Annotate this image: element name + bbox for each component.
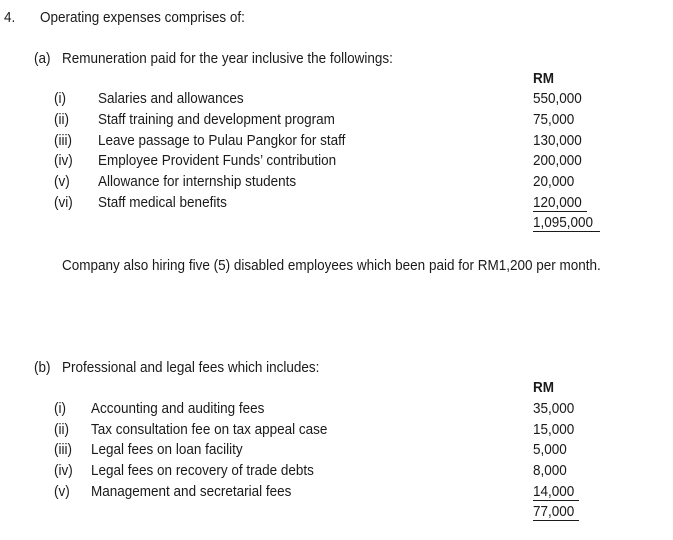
- item-amount: 130,000: [533, 132, 582, 149]
- part-a-note: Company also hiring five (5) disabled employees which been paid for RM1,200 per month.: [62, 257, 601, 274]
- item-description: Employee Provident Funds’ contribution: [98, 152, 337, 169]
- item-amount: 8,000: [533, 462, 567, 479]
- item-numeral: (iv): [54, 152, 73, 169]
- item-amount: 200,000: [533, 152, 582, 169]
- item-amount: 35,000: [533, 400, 575, 417]
- item-numeral: (vi): [54, 194, 73, 211]
- item-numeral: (v): [54, 483, 70, 500]
- item-amount-underlined: 120,000: [533, 195, 587, 212]
- item-numeral: (i): [54, 400, 66, 417]
- part-b-currency-header: RM: [533, 379, 554, 396]
- item-amount: 20,000: [533, 173, 575, 190]
- item-description: Legal fees on loan facility: [91, 441, 243, 458]
- item-numeral: (iii): [54, 132, 72, 149]
- item-numeral: (v): [54, 173, 70, 190]
- item-description: Accounting and auditing fees: [91, 400, 265, 417]
- item-description: Management and secretarial fees: [91, 483, 292, 500]
- question-number: 4.: [4, 9, 16, 26]
- part-a-total: 1,095,000: [533, 215, 600, 232]
- item-description: Allowance for internship students: [98, 173, 297, 190]
- item-amount: 5,000: [533, 441, 567, 458]
- item-description: Legal fees on recovery of trade debts: [91, 462, 314, 479]
- item-amount: 75,000: [533, 111, 575, 128]
- item-description: Salaries and allowances: [98, 90, 244, 107]
- question-heading: Operating expenses comprises of:: [40, 9, 245, 26]
- part-b-label: (b): [34, 359, 51, 376]
- item-description: Staff medical benefits: [98, 194, 227, 211]
- item-numeral: (iii): [54, 441, 72, 458]
- item-numeral: (ii): [54, 111, 69, 128]
- item-description: Leave passage to Pulau Pangkor for staff: [98, 132, 346, 149]
- item-numeral: (i): [54, 90, 66, 107]
- item-description: Staff training and development program: [98, 111, 335, 128]
- part-a-label: (a): [34, 50, 51, 67]
- part-b-title: Professional and legal fees which includes:: [62, 359, 320, 376]
- item-amount-underlined: 14,000: [533, 484, 579, 501]
- item-description: Tax consultation fee on tax appeal case: [91, 421, 328, 438]
- item-numeral: (ii): [54, 421, 69, 438]
- item-amount: 550,000: [533, 90, 582, 107]
- item-numeral: (iv): [54, 462, 73, 479]
- part-a-currency-header: RM: [533, 70, 554, 87]
- item-amount: 15,000: [533, 421, 575, 438]
- part-b-total: 77,000: [533, 504, 579, 521]
- part-a-title: Remuneration paid for the year inclusive the followings:: [62, 50, 393, 67]
